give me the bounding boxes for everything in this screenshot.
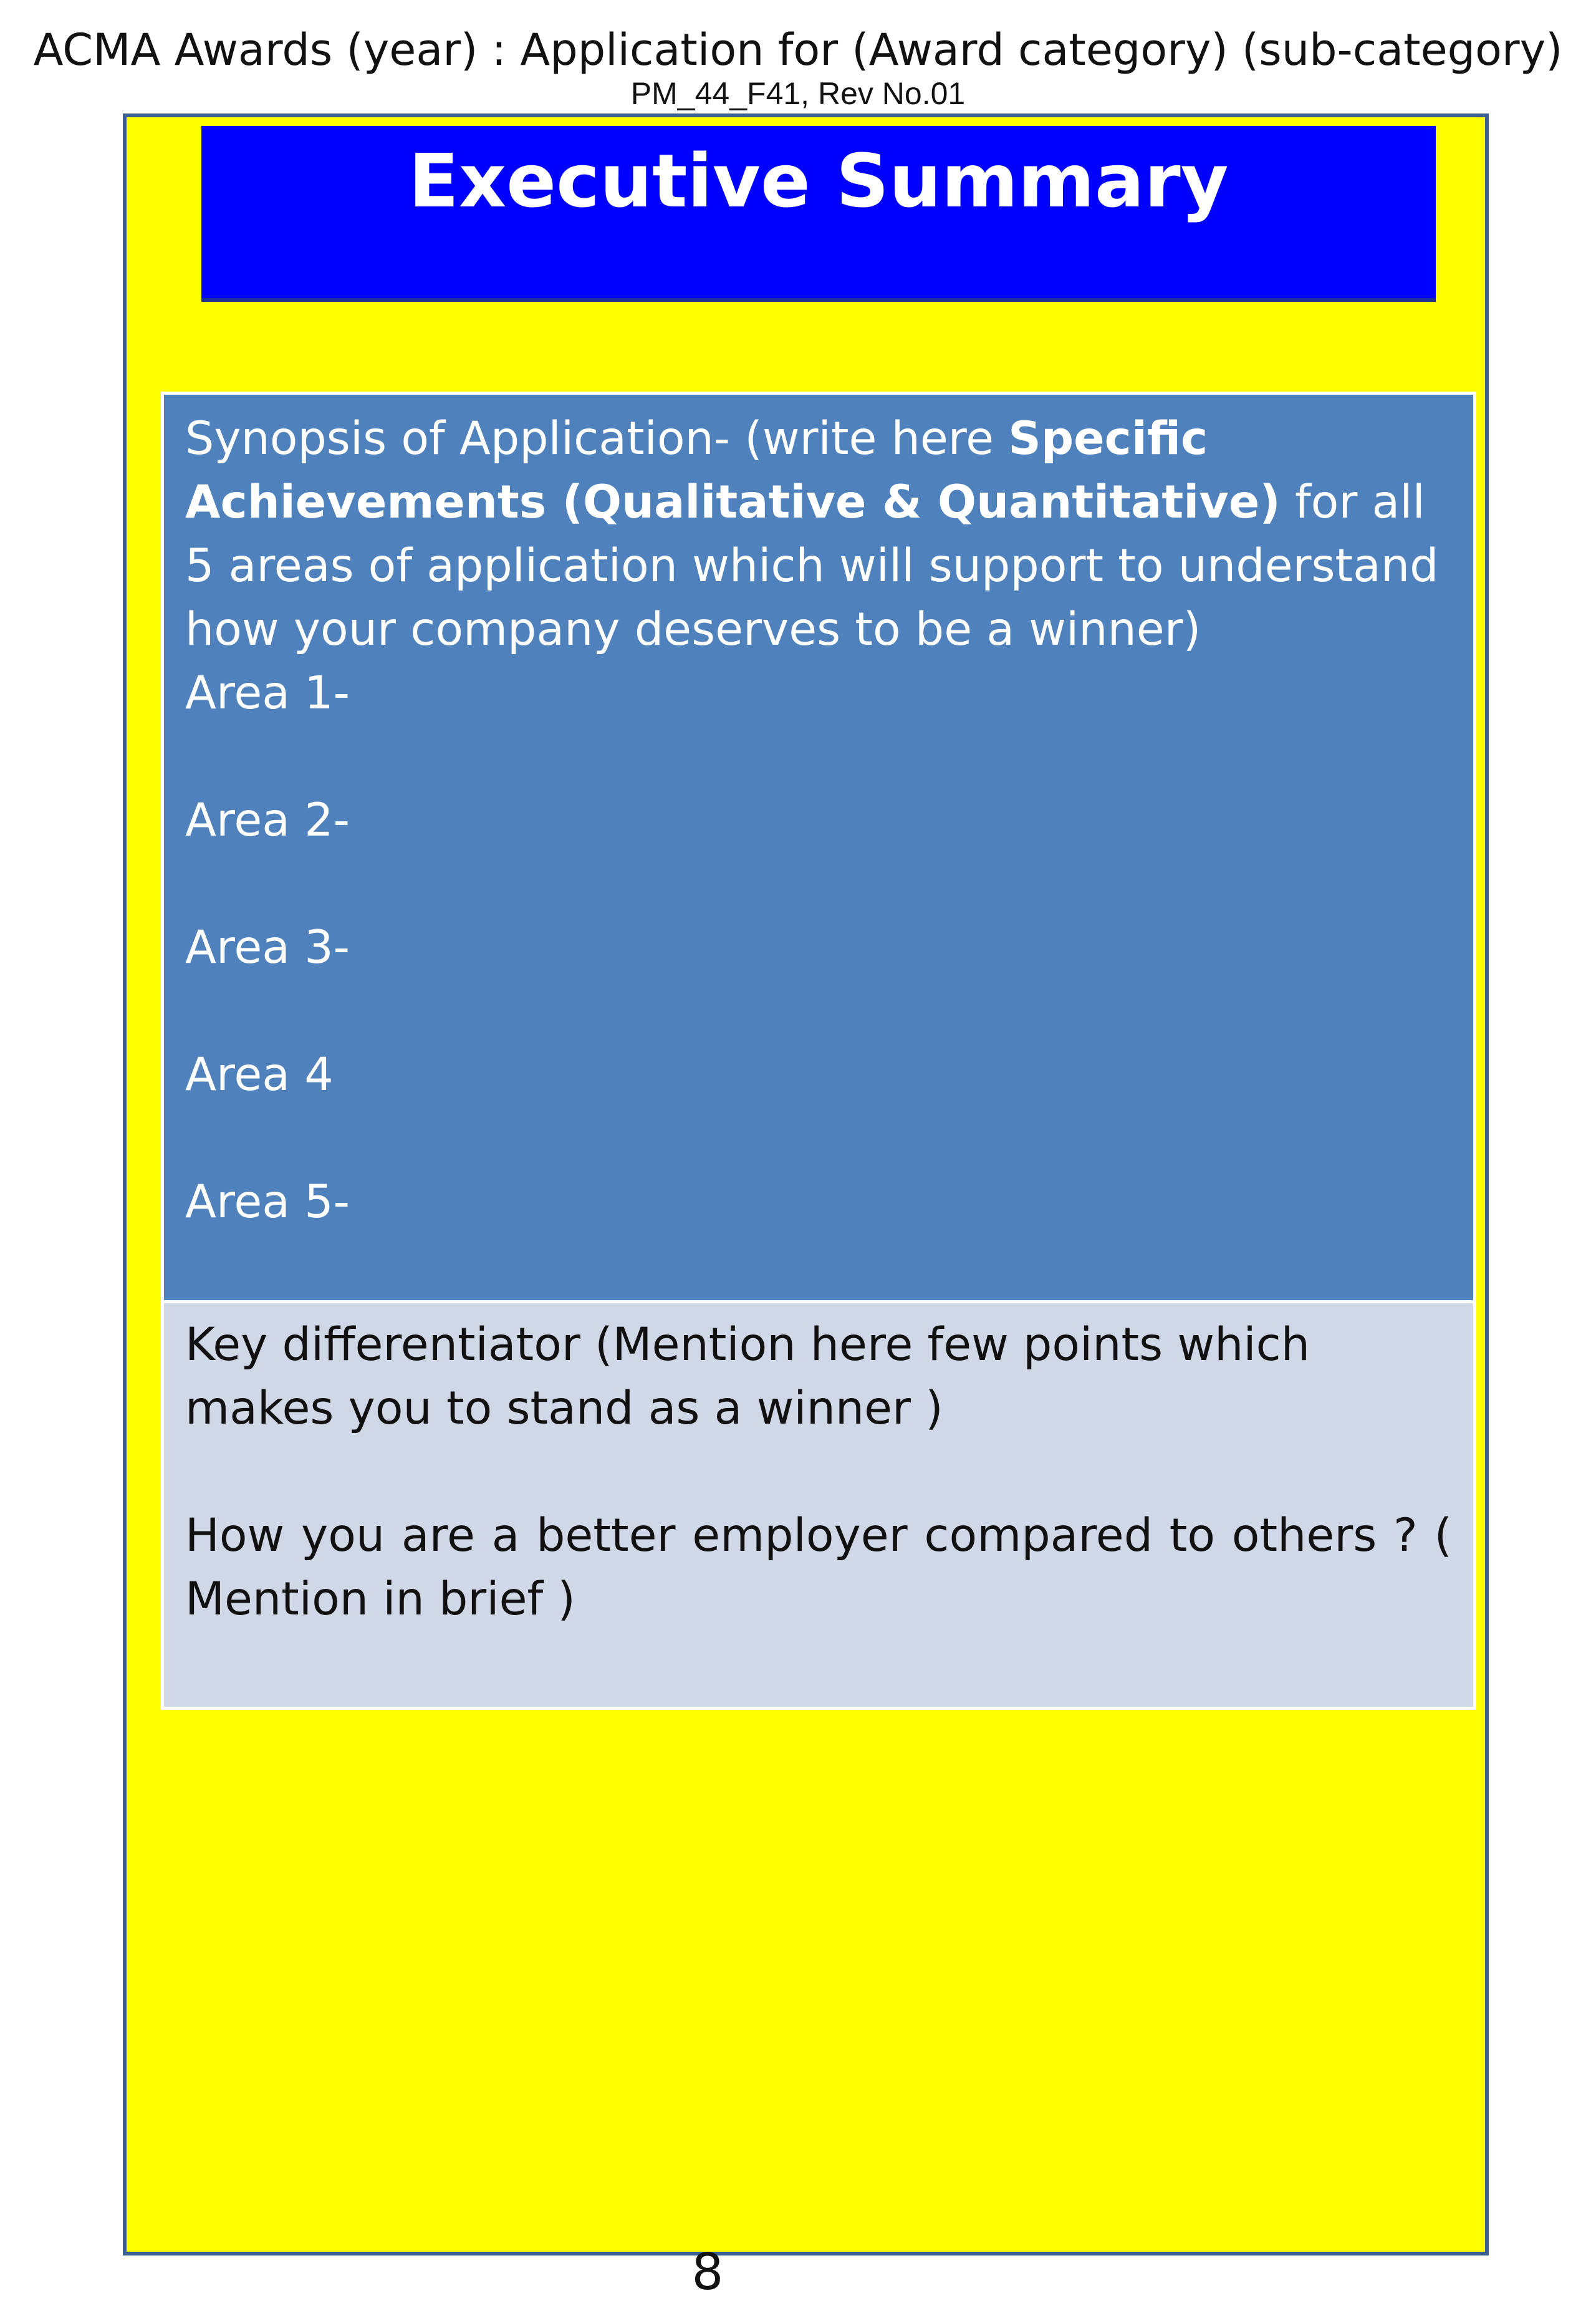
- document-code: PM_44_F41, Rev No.01: [630, 76, 966, 111]
- page-number: 8: [691, 2243, 724, 2301]
- synopsis-intro-text: Synopsis of Application- (write here: [185, 412, 1009, 465]
- page-frame: [123, 113, 1489, 2255]
- area-4-label: Area 4: [185, 1048, 334, 1101]
- better-employer-text: How you are a better employer compared to others ? ( Mention in brief ): [185, 1509, 1452, 1626]
- page-title: Executive Summary: [408, 138, 1229, 224]
- area-1-label: Area 1-: [185, 667, 350, 720]
- synopsis-box[interactable]: [161, 392, 1476, 1303]
- synopsis-intro: [185, 407, 1452, 662]
- document-header-title: ACMA Awards (year) : Application for (Award category) (sub-category): [33, 24, 1563, 75]
- title-banner: [201, 126, 1436, 302]
- key-differentiator-text: Key differentiator (Mention here few points which makes you to stand as a winner ): [185, 1318, 1310, 1435]
- synopsis-intro-text-end: for all 5 areas of application which will support to understand how your company deserves to be a winner): [185, 476, 1439, 656]
- synopsis-intro-bold: Specific Achievements (Qualitative & Quantitative): [185, 412, 1281, 529]
- differentiator-box[interactable]: [161, 1303, 1476, 1710]
- area-5-label: Area 5-: [185, 1175, 350, 1228]
- area-2-label: Area 2-: [185, 794, 350, 847]
- area-3-label: Area 3-: [185, 921, 350, 974]
